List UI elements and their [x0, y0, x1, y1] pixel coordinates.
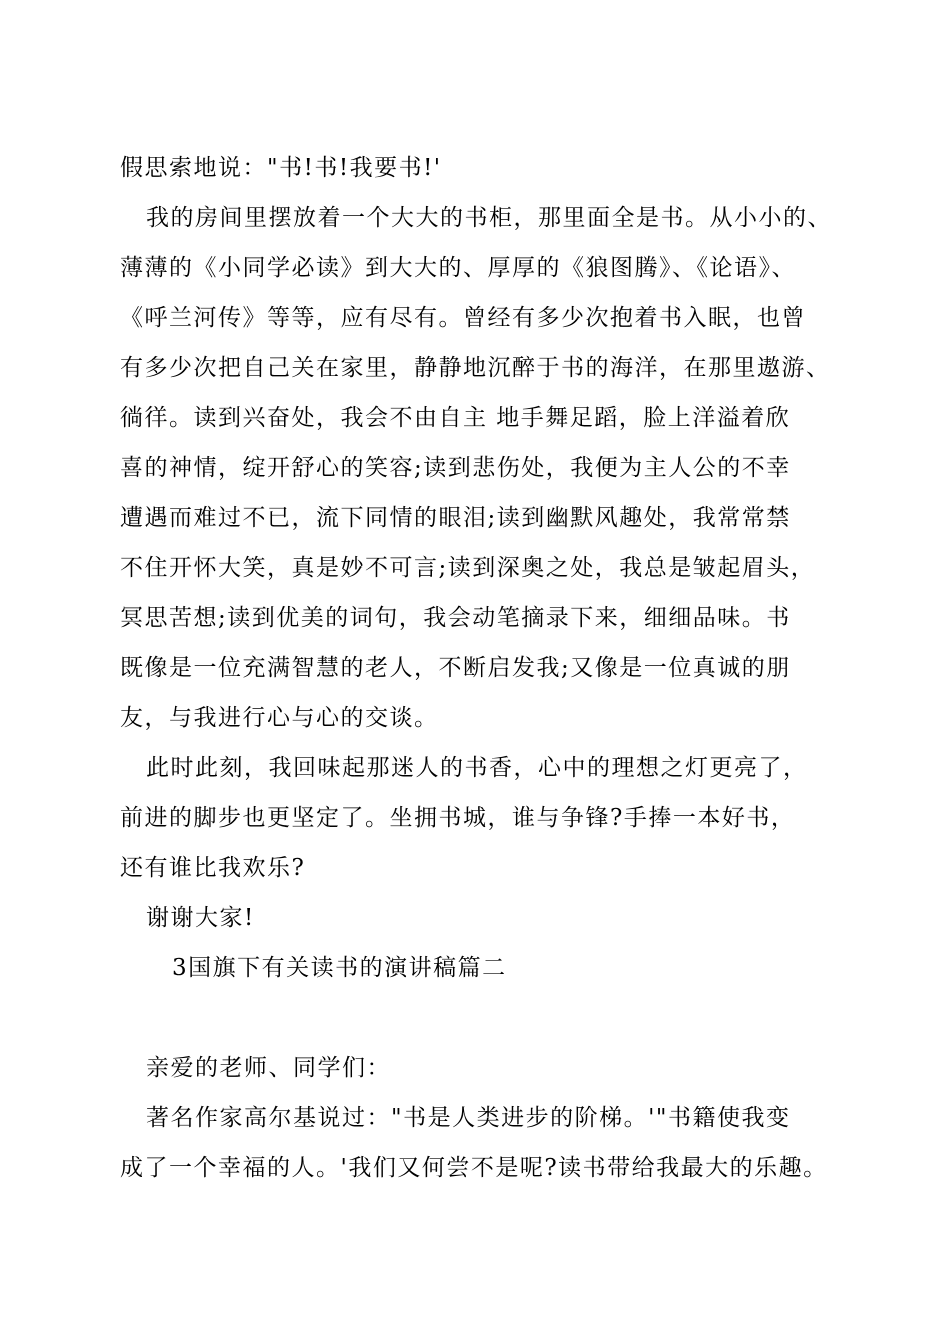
text-line: 友，与我进行心与心的交谈。 [120, 705, 439, 731]
text-line: 前进的脚步也更坚定了。坐拥书城，谁与争锋?手捧一本好书， [120, 805, 796, 831]
text-line: 冥思苦想;读到优美的词句，我会动笔摘录下来，细细品味。书 [120, 605, 791, 631]
paragraph-start-line: 著名作家高尔基说过："书是人类进步的阶梯。'"书籍使我变 [146, 1105, 791, 1131]
closing-line: 谢谢大家! [146, 905, 255, 931]
text-line: 遭遇而难过不已，流下同情的眼泪;读到幽默风趣处，我常常禁 [120, 505, 791, 531]
text-line: 喜的神情，绽开舒心的笑容;读到悲伤处，我便为主人公的不幸 [120, 455, 791, 481]
salutation-line: 亲爱的老师、同学们： [146, 1055, 391, 1081]
text-line: 徜徉。读到兴奋处，我会不由自主 地手舞足蹈，脸上洋溢着欣 [120, 405, 791, 431]
paragraph-start-line: 我的房间里摆放着一个大大的书柜，那里面全是书。从小小的、 [146, 205, 832, 231]
section-heading: 3国旗下有关读书的演讲稿篇二 [172, 955, 507, 981]
paragraph-start-line: 此时此刻，我回味起那迷人的书香，心中的理想之灯更亮了， [146, 755, 808, 781]
text-line: 成了一个幸福的人。'我们又何尝不是呢?读书带给我最大的乐趣。 [120, 1155, 828, 1181]
text-line: 还有谁比我欢乐? [120, 855, 306, 881]
text-line: 不住开怀大笑，真是妙不可言;读到深奥之处，我总是皱起眉头， [120, 555, 816, 581]
text-line: 《呼兰河传》等等，应有尽有。曾经有多少次抱着书入眠，也曾 [120, 305, 806, 331]
text-line: 薄薄的《小同学必读》到大大的、厚厚的《狼图腾》、《论语》、 [120, 255, 796, 281]
text-line: 有多少次把自己关在家里，静静地沉醉于书的海洋，在那里遨游、 [120, 355, 831, 381]
text-line: 假思索地说："书!书!我要书!' [120, 155, 442, 181]
text-line: 既像是一位充满智慧的老人，不断启发我;又像是一位真诚的朋 [120, 655, 791, 681]
